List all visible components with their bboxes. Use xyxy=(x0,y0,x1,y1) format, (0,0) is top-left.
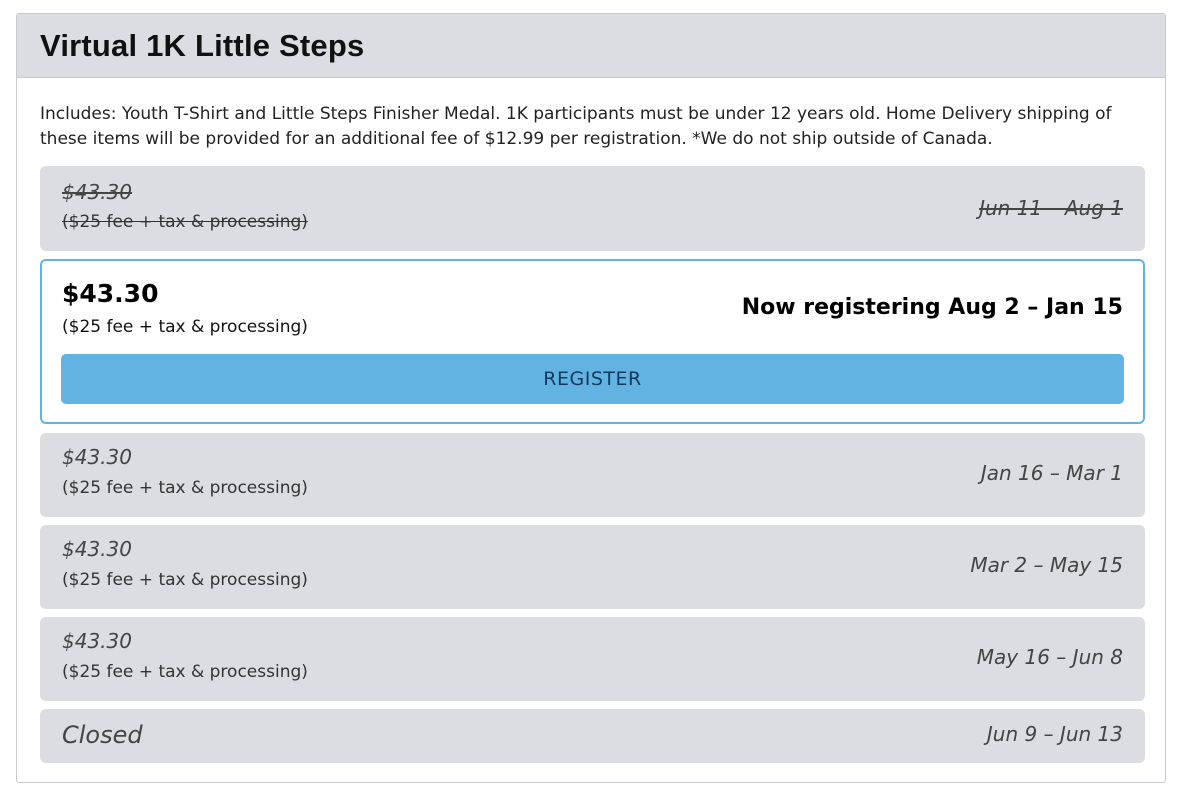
card-title: Virtual 1K Little Steps xyxy=(40,27,365,63)
tier-dates: Jun 11 – Aug 1 xyxy=(979,196,1123,220)
tier-dates: Jan 16 – Mar 1 xyxy=(980,461,1123,485)
price-tier-upcoming xyxy=(40,617,1145,701)
tier-price: $43.30 xyxy=(62,180,132,204)
closed-label: Closed xyxy=(62,721,143,749)
tier-price: $43.30 xyxy=(62,537,132,561)
price-tier-active xyxy=(40,259,1145,424)
price-tier-past xyxy=(40,166,1145,251)
tier-fee-note: ($25 fee + tax & processing) xyxy=(62,212,308,232)
tier-fee-note: ($25 fee + tax & processing) xyxy=(62,570,308,590)
registration-card xyxy=(16,13,1166,783)
tier-dates: Jun 9 – Jun 13 xyxy=(986,722,1123,746)
tier-dates: Mar 2 – May 15 xyxy=(970,553,1123,577)
tier-price: $43.30 xyxy=(62,445,132,469)
tier-fee-note: ($25 fee + tax & processing) xyxy=(62,662,308,682)
tier-price: $43.30 xyxy=(62,279,159,308)
price-tier-closed xyxy=(40,709,1145,763)
tier-fee-note: ($25 fee + tax & processing) xyxy=(62,317,308,337)
tier-dates: Now registering Aug 2 – Jan 15 xyxy=(741,295,1123,320)
price-tier-upcoming xyxy=(40,525,1145,609)
event-description: Includes: Youth T-Shirt and Little Steps Finisher Medal. 1K participants must be under 12 years old. Home Delivery shipping of these items will be provided for an additional fee of $12.99 per registration. *We do not ship outside of Canada. xyxy=(40,104,1112,149)
tier-fee-note: ($25 fee + tax & processing) xyxy=(62,478,308,498)
price-tier-upcoming xyxy=(40,433,1145,517)
tier-dates: May 16 – Jun 8 xyxy=(976,645,1123,669)
tier-price: $43.30 xyxy=(62,629,132,653)
register-button[interactable]: REGISTER xyxy=(61,354,1124,404)
card-header xyxy=(17,14,1165,78)
